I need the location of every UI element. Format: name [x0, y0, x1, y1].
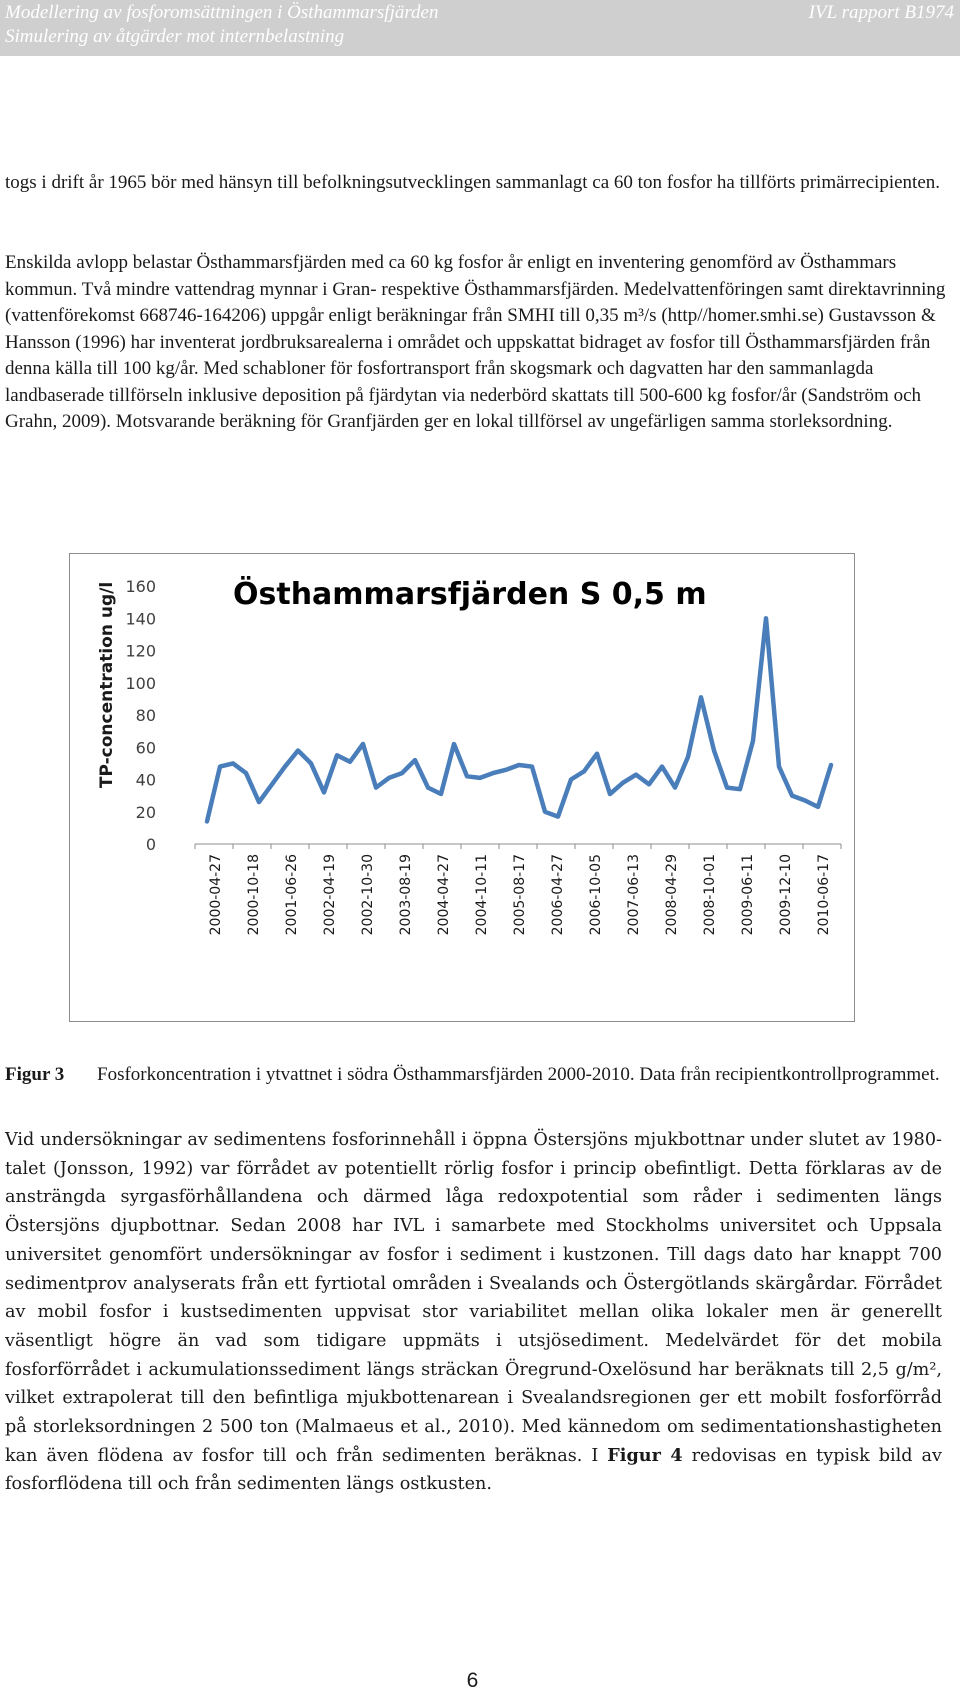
y-tick-label: 100	[125, 673, 156, 693]
header-report-number: IVL rapport B1974	[808, 2, 954, 23]
x-tick-label: 2006-10-05	[588, 854, 604, 936]
x-tick-label: 2009-12-10	[778, 854, 794, 936]
x-tick-label: 2000-04-27	[208, 854, 224, 936]
y-tick-label: 60	[135, 738, 156, 758]
x-tick-label: 2002-10-30	[360, 854, 376, 936]
x-tick-label: 2002-04-19	[322, 854, 338, 936]
series-line	[207, 618, 831, 821]
running-header	[0, 0, 960, 56]
paragraph-2: Enskilda avlopp belastar Östhammarsfjärden med ca 60 kg fosfor år enligt en inventering genomförd av Östhammars kommun. Två mindre vattendrag mynnar i Gran- respektive Östhammarsfjärden. Medelvattenföringen samt direktavrinning (vattenförekomst 668746-164206) uppgår enligt beräkningar från SMHI till 0,35 m³/s (http//homer.smhi.se) Gustavsson & Hansson (1996) har inventerat jordbruksarealerna i området och uppskattat bidraget av fosfor till Östhammarsfjärden från denna källa till 100 kg/år. Med schabloner för fosfortransport från skogsmark och dagvatten har den sammanlagda landbaserade tillförseln inklusive deposition på fjärdytan via nederbörd skattats till 500-600 kg fosfor/år (Sandström och Grahn, 2009). Motsvarande beräkning för Granfjärden ger en lokal tillförsel av ungefärligen samma storleksordning.	[5, 252, 946, 432]
tp-concentration-chart	[70, 554, 854, 1021]
y-tick-label: 0	[145, 835, 156, 854]
x-tick-label: 2005-08-17	[512, 854, 528, 936]
page-number: 6	[466, 1669, 479, 1692]
x-tick-label: 2006-04-27	[550, 854, 566, 936]
x-tick-label: 2008-10-01	[702, 854, 718, 936]
x-tick-label: 2010-06-17	[816, 854, 832, 936]
paragraph-1: togs i drift år 1965 bör med hänsyn till befolkningsutvecklingen sammanlagt ca 60 ton fosfor ha tillförts primärrecipienten.	[5, 172, 940, 193]
y-axis-label: TP-concentration ug/l	[97, 581, 117, 789]
x-tick-label: 2004-10-11	[474, 854, 490, 936]
figure-4-reference: Figur 4	[607, 1444, 683, 1466]
paragraph-3-text-a: Vid undersökningar av sedimentens fosforinnehåll i öppna Östersjöns mjukbottnar under slutet av 1980-talet (Jonsson, 1992) var förrådet av potentiellt rörlig fosfor i princip obefintligt. Detta förklaras av de ansträngda syrgasförhållandena och därmed låga redoxpotential som råder i sedimenten längs Östersjöns djupbottnar. Sedan 2008 har IVL i samarbete med Stockholms universitet och Uppsala universitet genomfört undersökningar av fosfor i sediment i kustzonen. Till dags dato har knappt 700 sedimentprov analyserats från ett fyrtiotal områden i Svealands och Östergötlands skärgårdar. Förrådet av mobil fosfor i kustsedimenten uppvisat stor variabilitet mellan olika lokaler men är generellt väsentligt högre än vad som tidigare uppmäts i utsjösediment. Medelvärdet för det mobila fosforförrådet i ackumulationssediment längs sträckan Öregrund-Oxelösund har beräknats till 2,5 g/m², vilket extrapolerat till den befintliga mjukbottenarean i Svealandsregionen ger ett mobilt fosforförråd på storleksordningen 2 500 ton (Malmaeus et al., 2010). Med kännedom om sedimentationshastigheten kan även flödena av fosfor till och från sedimenten beräknas. I	[5, 1130, 942, 1466]
y-tick-label: 160	[125, 577, 156, 596]
x-tick-label: 2008-04-29	[664, 854, 680, 936]
x-tick-label: 2000-10-18	[246, 854, 262, 936]
y-tick-label: 20	[135, 802, 156, 822]
x-tick-label: 2009-06-11	[740, 854, 756, 936]
y-tick-label: 120	[125, 641, 156, 661]
y-tick-label: 40	[135, 770, 156, 790]
header-subtitle: Simulering av åtgärder mot internbelastning	[5, 26, 345, 47]
x-tick-label: 2003-08-19	[398, 854, 414, 936]
figure-caption-text: Fosforkoncentration i ytvattnet i södra Östhammarsfjärden 2000-2010. Data från recipientkontrollprogrammet.	[97, 1064, 940, 1085]
paragraph-3	[5, 1126, 942, 1499]
x-tick-label: 2004-04-27	[436, 854, 452, 936]
x-tick-label: 2001-06-26	[284, 854, 300, 936]
y-tick-label: 80	[135, 706, 156, 725]
header-title: Modellering av fosforomsättningen i Östhammarsfjärden	[5, 2, 439, 23]
x-tick-label: 2007-06-13	[626, 854, 642, 936]
chart-frame	[69, 553, 855, 1022]
chart-title: Östhammarsfjärden S 0,5 m	[233, 577, 707, 612]
y-tick-label: 140	[125, 609, 156, 629]
paragraph-3-text-b: redovisas en typisk bild av fosforflödena till och från sedimenten längs ostkusten.	[5, 1445, 942, 1495]
figure-label: Figur 3	[5, 1064, 65, 1085]
